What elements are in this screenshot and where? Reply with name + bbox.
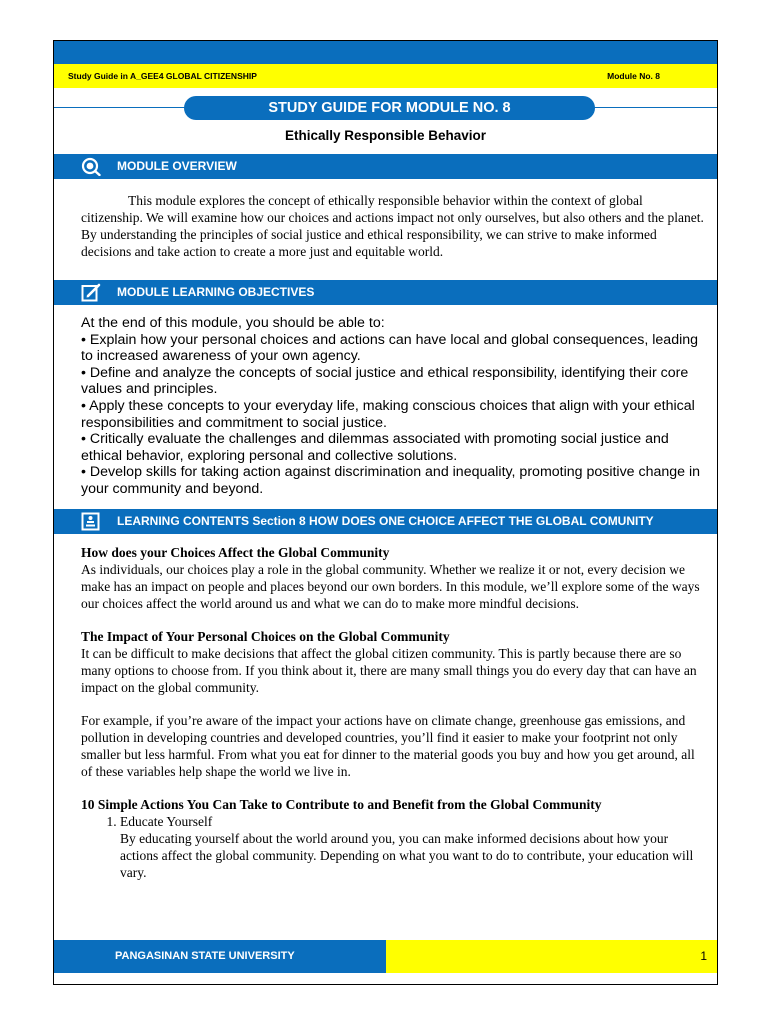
section-heading: 10 Simple Actions You Can Take to Contribute to and Benefit from the Global Community	[81, 797, 602, 812]
document-icon	[81, 512, 101, 531]
page-subtitle: Ethically Responsible Behavior	[284, 128, 487, 143]
objectives-list	[81, 315, 711, 498]
actions-list	[81, 813, 706, 881]
list-item-text: By educating yourself about the world around you, you can make informed decisions about how your actions affect the global community. Depending on what you want to do to contribute, your education will vary.	[120, 831, 694, 880]
section-heading: The Impact of Your Personal Choices on the Global Community	[81, 629, 450, 644]
contents-heading: LEARNING CONTENTS Section 8 HOW DOES ONE CHOICE AFFECT THE GLOBAL COMUNITY	[117, 514, 654, 528]
overview-heading: MODULE OVERVIEW	[117, 159, 237, 173]
module-number: Module No. 8	[607, 71, 660, 81]
document-page	[53, 40, 718, 985]
overview-text: This module explores the concept of ethically responsible behavior within the context of global citizenship. We will examine how our choices and actions impact not only ourselves, but also others and the planet. By understanding the principles of social justice and ethical responsibility, we can strive to make informed decisions and take action to create a more just and equitable world.	[81, 193, 704, 259]
paragraph: It can be difficult to make decisions that affect the global citizen community. This is partly because there are so many options to choose from. If you think about it, there are many small things you do every day that can have an impact on the global community.	[81, 646, 697, 695]
top-blue-band	[54, 41, 717, 64]
objectives-heading-bar	[54, 280, 717, 305]
list-item-title: 1. Educate Yourself	[120, 814, 213, 829]
learning-contents	[81, 544, 706, 881]
objective-item: • Apply these concepts to your everyday life, making conscious choices that align with your ethical responsibilities and commitment to social justice.	[81, 397, 695, 431]
objectives-intro: At the end of this module, you should be able to:	[81, 315, 385, 331]
contents-heading-bar	[54, 509, 717, 534]
objective-item: • Explain how your personal choices and actions can have local and global consequences, leading to increased awareness of your own agency.	[81, 331, 699, 365]
objective-item: • Develop skills for taking action against discrimination and inequality, promoting positive change in your community and beyond.	[81, 464, 701, 497]
list-item	[120, 813, 706, 881]
objective-item: • Critically evaluate the challenges and dilemmas associated with promoting social justice and ethical behavior, exploring personal and collective solutions.	[81, 431, 669, 464]
page-title: STUDY GUIDE FOR MODULE NO. 8	[184, 96, 595, 120]
paragraph: As individuals, our choices play a role in the global community. Whether we realize it or not, every decision we make has an impact on people and places beyond our own borders. In this module, we’ll explore some of the ways our choices affect the world around us and what we can do to make more mindful decisions.	[81, 562, 700, 611]
paragraph: For example, if you’re aware of the impact your actions have on climate change, greenhouse gas emissions, and pollution in developing countries and developed countries, you’ll find it easier to make your footprint not only smaller but less harmful. From what you eat for dinner to the material goods you buy and how you get around, all of these variables help shape the world we live in.	[81, 713, 695, 779]
title-line-right	[584, 107, 717, 108]
footer-university-band	[54, 940, 386, 973]
footer-page-band	[386, 940, 717, 973]
pencil-edit-icon	[81, 283, 101, 302]
search-icon	[81, 157, 101, 176]
course-title: Study Guide in A_GEE4 GLOBAL CITIZENSHIP	[68, 71, 257, 81]
overview-heading-bar	[54, 154, 717, 179]
title-line-left	[54, 107, 194, 108]
page-number: 1	[700, 949, 707, 963]
university-name: PANGASINAN STATE UNIVERSITY	[115, 950, 295, 962]
objectives-heading: MODULE LEARNING OBJECTIVES	[117, 285, 315, 299]
header-band	[54, 64, 717, 88]
objective-item: • Define and analyze the concepts of social justice and ethical responsibility, identifying their core values and principles.	[81, 364, 689, 398]
section-heading: How does your Choices Affect the Global Community	[81, 545, 390, 560]
